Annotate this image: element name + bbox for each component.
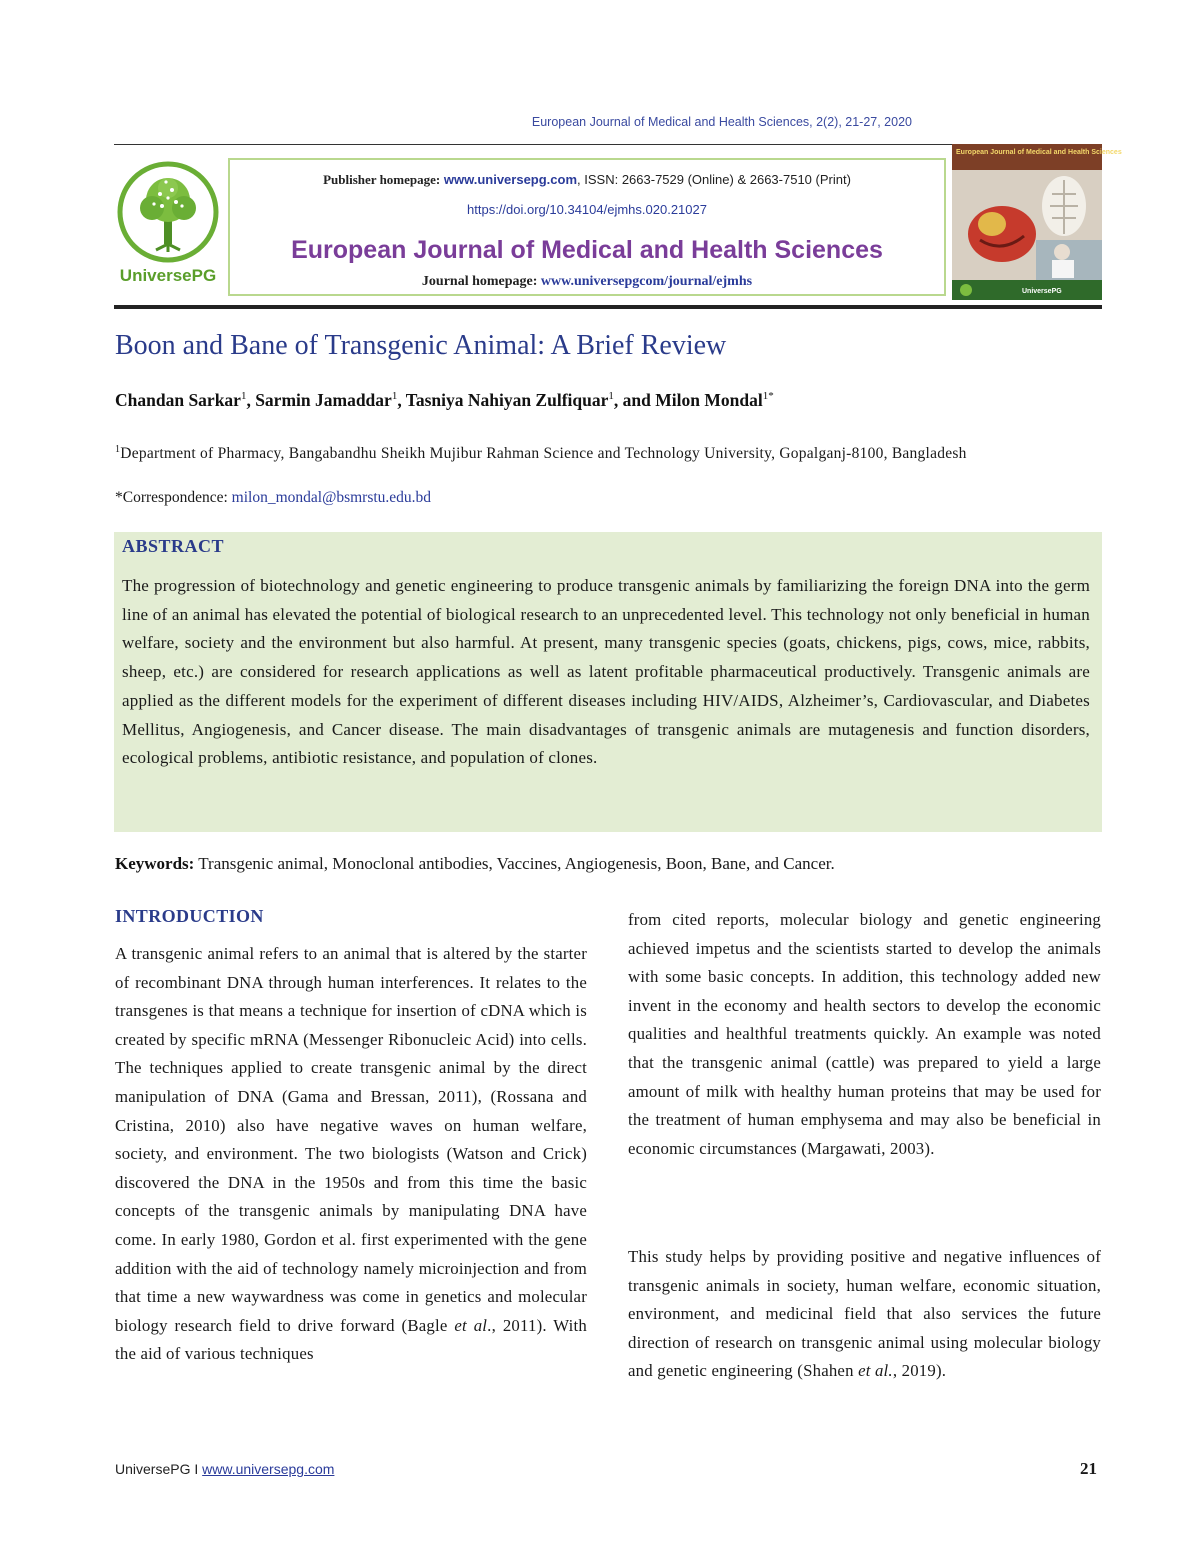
- correspondence-label: *Correspondence:: [115, 489, 232, 506]
- affiliation-text: Department of Pharmacy, Bangabandhu Sheikh Mujibur Rahman Science and Technology University, Gopalganj-8100, Bangladesh: [120, 445, 967, 463]
- introduction-right-paragraph-1: from cited reports, molecular biology and genetic engineering achieved impetus and the scientists started to develop the animals with some basic concepts. In addition, this technology added new invent in the economy and health sectors to develop the economic qualities and healthful treatments quickly. An example was noted that the transgenic animal (cattle) was prepared to yield a large amount of milk with healthy human proteins that may be used for the treatment of human emphysema and may also be beneficial in economic circumstances (Margawati, 2003).: [628, 910, 1101, 1158]
- affiliation-sup: 1: [115, 444, 121, 455]
- affiliation: [115, 437, 1103, 466]
- keywords-text: Transgenic animal, Monoclonal antibodies, Vaccines, Angiogenesis, Boon, Bane, and Cancer.: [194, 854, 835, 873]
- abstract-text: The progression of biotechnology and genetic engineering to produce transgenic animals by familiarizing the foreign DNA into the germ line of an animal has elevated the potential of biological research to an unprecedented level. This technology not only beneficial in human welfare, society and the environment but also harmful. At present, many transgenic species (goats, chickens, pigs, cows, mice, rabbits, sheep, etc.) are considered for research applications as well as latent profitable pharmaceutical productively. Transgenic animals are applied as the different models for the experiment of different diseases including HIV/AIDS, Alzheimer’s, Cardiovascular, and Diabetes Mellitus, Angiogenesis, and Cancer disease. The main disadvantages of transgenic animals are mutagenesis and function disorders, ecological problems, antibiotic resistance, and population of clones.: [122, 576, 1090, 768]
- author-and: and: [622, 390, 656, 410]
- footer-publisher-text: UniversePG I: [115, 1461, 203, 1477]
- publisher-label: Publisher homepage:: [323, 172, 441, 187]
- author-name: Tasniya Nahiyan Zulfiquar: [405, 390, 609, 410]
- author-sup: 1: [608, 390, 614, 403]
- keywords: [115, 854, 835, 874]
- intro-text: , 2019).: [892, 1361, 947, 1381]
- author-sup: 1: [240, 390, 247, 403]
- journal-homepage-line: [230, 274, 944, 290]
- author-sup: 1: [391, 390, 398, 403]
- journal-cover-image: [952, 144, 1122, 300]
- author-name: Milon Mondal: [655, 390, 763, 410]
- et-al: et al.: [858, 1361, 893, 1381]
- intro-text: A transgenic animal refers to an animal that is altered by the starter of recombinant DNA through human interferences. It relates to the transgenes is that means a technique for insertion of cDNA which is created by specific mRNA (Messenger Ribonucleic Acid) into cells. The techniques applied to create transgenic animal by the direct manipulation of DNA (Gama and Bressan, 2011), (Rossana and Cristina, 2010) also have negative waves on human welfare, society, and environment. The two biologists (Watson and Crick) discovered the DNA in the 1950s and from this time the basic concepts of the transgenic animals by manipulating DNA have come. In early 1980, Gordon et al. first experimented with the gene addition with the aid of technology namely microinjection and from that time a new waywardness was come in genetics and molecular biology research field to drive forward (Bagle: [115, 944, 587, 1335]
- running-head: European Journal of Medical and Health Sciences, 2(2), 21-27, 2020: [531, 115, 912, 129]
- author-list: [115, 390, 774, 411]
- homepage-label: Journal homepage:: [421, 274, 538, 289]
- footer-url-link[interactable]: www.universepg.com: [202, 1461, 335, 1477]
- correspondence: [115, 489, 431, 507]
- footer-publisher: [115, 1461, 334, 1477]
- doi-link[interactable]: https://doi.org/10.34104/ejmhs.020.21027: [467, 202, 707, 217]
- journal-title: European Journal of Medical and Health Sciences: [291, 236, 883, 264]
- author-name: Chandan Sarkar: [115, 390, 241, 410]
- author-name: Sarmin Jamaddar: [255, 390, 392, 410]
- author-sup: 1*: [762, 390, 774, 403]
- introduction-right-paragraph-2: [628, 1243, 1101, 1386]
- abstract-heading: ABSTRACT: [122, 536, 225, 556]
- intro-text: ., 2011). With the aid of various techniques: [115, 1315, 587, 1364]
- issn-text: , ISSN: 2663-7529 (Online) & 2663-7510 (Print): [577, 172, 851, 187]
- cover-publisher: UniversePG: [1022, 288, 1062, 295]
- intro-text: This study helps by providing positive and negative influences of transgenic animals in society, human welfare, economic situation, environment, and medicinal field that also services the future direction of research on transgenic animal using molecular biology and genetic engineering (Shahen: [628, 1247, 1101, 1381]
- introduction-left-column: [115, 940, 587, 1369]
- author-separator: ,: [613, 390, 623, 410]
- publisher-logo: [108, 160, 228, 300]
- journal-banner: [228, 158, 946, 296]
- homepage-url-link[interactable]: www.universepgcom/journal/ejmhs: [540, 274, 753, 289]
- correspondence-email-link[interactable]: milon_mondal@bsmrstu.edu.bd: [231, 489, 432, 506]
- keywords-label: Keywords:: [115, 854, 195, 873]
- logo-text: UniversePG: [119, 266, 217, 285]
- author-separator: ,: [246, 390, 256, 410]
- banner-rule: [114, 305, 1102, 309]
- tree-icon: [116, 160, 220, 264]
- article-title: Boon and Bane of Transgenic Animal: A Brief Review: [115, 330, 727, 361]
- et-al: et al: [454, 1315, 488, 1335]
- cover-title: European Journal of Medical and Health Sciences: [956, 149, 1122, 156]
- publisher-url-link[interactable]: www.universepg.com: [443, 172, 578, 187]
- page-number: 21: [1080, 1459, 1097, 1478]
- publisher-line: [230, 172, 944, 188]
- introduction-heading: INTRODUCTION: [115, 906, 264, 926]
- author-separator: ,: [397, 390, 406, 410]
